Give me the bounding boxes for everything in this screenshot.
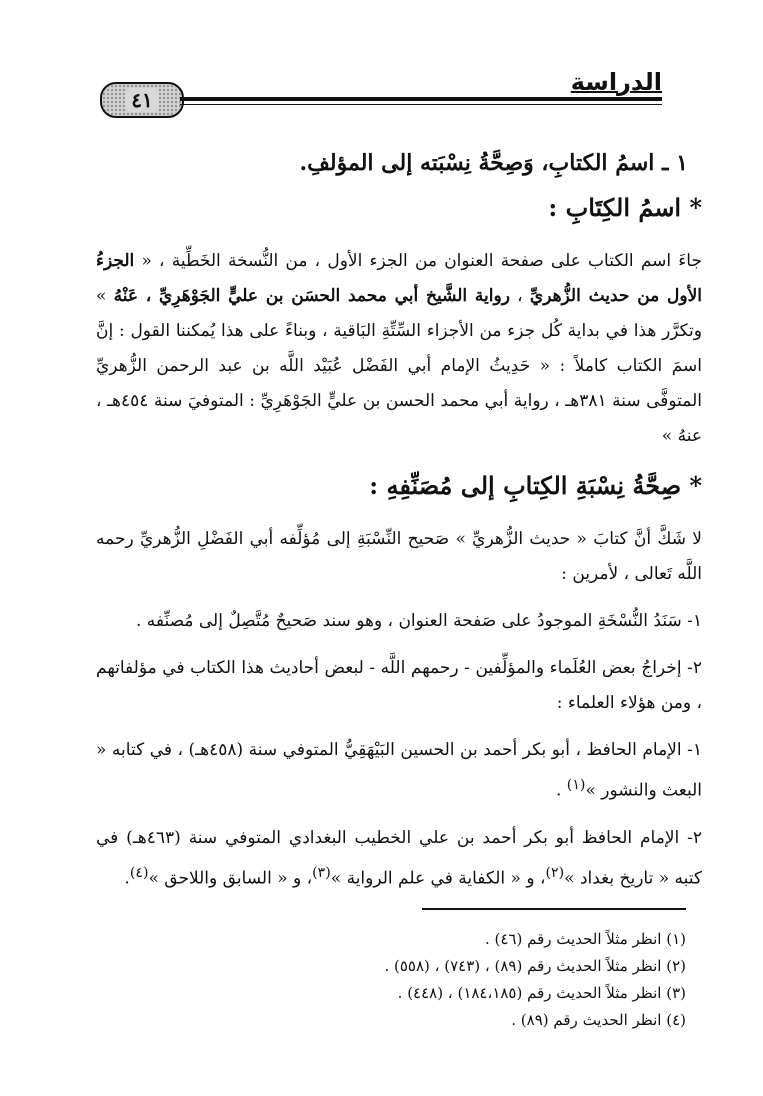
scholar-item-1 xyxy=(96,733,702,809)
page-header xyxy=(100,68,662,128)
footnote-ref-4: (٤) xyxy=(129,864,149,881)
footnotes xyxy=(96,926,686,1034)
scholar-2-text-c: ، و « السابق واللاحق » xyxy=(148,868,313,889)
footnote-ref-1: (١) xyxy=(566,777,586,793)
scholar-item-2 xyxy=(96,821,702,897)
footnote-3: (٣) انظر مثلاً الحديث رقم (١٨٤،١٨٥) ، (٤٤٨) . xyxy=(397,984,686,1002)
reason-item-1: ١- سَنَدُ النُّسْخَةِ الموجودُ على صَفحة العنوان ، وهو سند صَحيحٌ مُتَّصِلٌ إلى مُصنِّفه . xyxy=(135,611,702,631)
para1-text-b: ، xyxy=(509,286,530,306)
scholar-2-end: . xyxy=(124,868,130,889)
paragraph-attribution: لا شَكَّ أنَّ كتابَ « حديث الزُّهريِّ » صَحيح النِّسْبَةِ إلى مُؤلِّفه أبي الفَضْلِ الزُّهريِّ رحمه اللَّه تَعالى ، لأمرين : xyxy=(96,529,702,584)
para1-bold-b: رواية الشَّيخ أبي محمد الحسَن بن عليٍّ الجَوْهَرِيِّ ، عَنْهُ xyxy=(113,286,510,306)
chapter-heading: ١ ـ اسمُ الكتابِ، وَصِحَّةُ نِسْبَته إلى المؤلفِ. xyxy=(299,150,688,176)
footnote-4: (٤) انظر الحديث رقم (٨٩) . xyxy=(511,1011,686,1029)
para1-text-c: » وتكرَّر هذا في بداية كُل جزء من الأجزاء السِّتِّةِ البَاقية ، وبناءً على هذا يُمكننا القول : إنَّ اسمَ الكتاب كاملاً : « حَدِيثُ الإمام أبي الفَضْل عُبَيْد اللَّه بن عبد الرحمن الزُّهريِّ المتوفَّى سنة ٣٨١هـ ، رواية أبي محمد الحسن بن عليٍّ الجَوْهَرِيِّ : المتوفيَ سنة ٤٥٤هـ ، عنهُ » xyxy=(96,286,703,446)
footnote-2: (٢) انظر مثلاً الحديث رقم (٨٩) ، (٧٤٣) ، (٥٥٨) . xyxy=(384,957,686,975)
scholar-1-text: ١- الإمام الحافظ ، أبو بكر أحمد بن الحسين البَيْهَقِيُّ المتوفي سنة (٤٥٨هـ) ، في كتابه « البعث والنشور » xyxy=(96,740,702,801)
para1-text-a: جاءَ اسم الكتاب على صفحة العنوان من الجزء الأول ، من النُّسخة الخَطِّية ، « xyxy=(134,251,702,271)
scholar-2-text-b: ، و « الكفاية في علم الرواية » xyxy=(330,868,546,889)
reason-item-2: ٢- إخراجُ بعض العُلَماء والمؤلِّفين - رحمهم اللَّه - لبعض أحاديث هذا الكتاب في مؤلفاتهم ، ومن هؤلاء العلماء : xyxy=(96,658,702,713)
footnote-1: (١) انظر مثلاً الحديث رقم (٤٦) . xyxy=(484,930,686,948)
subheading-attribution: * صِحَّةُ نِسْبَةِ الكِتابِ إلى مُصَنِّفِهِ : xyxy=(369,471,702,500)
scholar-2-text-a: ٢- الإمام الحافظ أبو بكر أحمد بن علي الخطيب البغدادي المتوفي سنة (٤٦٣هـ) في كتبه « تاريخ بغداد » xyxy=(96,827,702,889)
page-number-badge xyxy=(100,82,184,118)
paragraph-book-name xyxy=(96,244,702,454)
header-rule-thick xyxy=(180,97,662,101)
footnote-ref-3: (٣) xyxy=(312,864,331,881)
footnote-separator xyxy=(422,908,686,910)
page-number: ٤١ xyxy=(125,88,158,112)
header-rule-thin xyxy=(180,104,662,105)
subheading-book-name: * اسمُ الكِتَابِ : xyxy=(548,193,702,222)
scholar-1-end: . xyxy=(555,780,567,801)
footnote-ref-2: (٢) xyxy=(545,864,565,881)
page-body xyxy=(96,140,702,908)
para1-bold-a: الجزءُ الأول من حديث الزُّهريِّ xyxy=(96,251,702,306)
section-title: الدراسة xyxy=(570,68,662,96)
